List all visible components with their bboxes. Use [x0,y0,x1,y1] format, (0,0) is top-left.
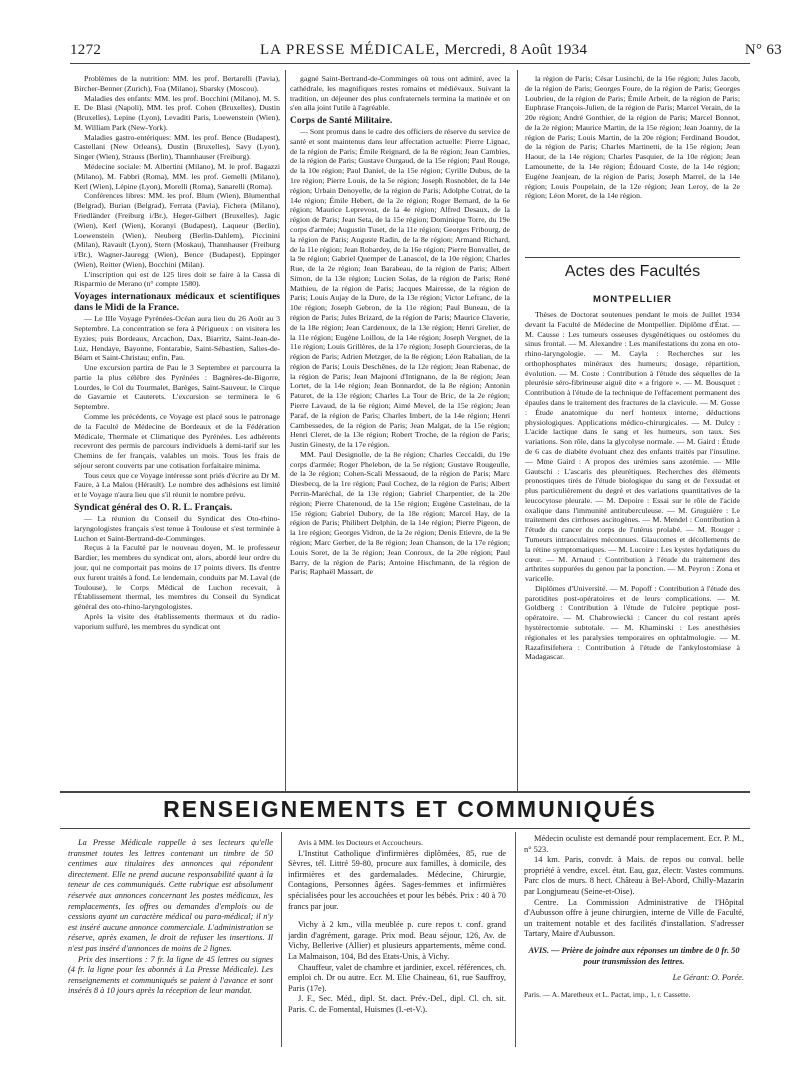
classified-ad: Médecin oculiste est demandé pour remplacement. Ecr. P. M., n° 523. [524,834,744,854]
header-rule [70,63,750,64]
column-1 [74,74,280,789]
column-divider [281,832,282,1047]
column-3-theses [525,310,740,790]
column-divider [515,832,516,1047]
paragraph: Diplômes d'Université. — M. Popoff : Contribution à l'étude des parotidites post-opératoires et de leurs complications. — M. Goldberg : Contribution à l'étude de l'ulcère peptique post-opératoire. — M. Chabrowiecki : Cancer du col restant après hystérectomie subtotale. — M. Khaminski : Les anesthésies régionales et les paralysies temporaires en ophtalmologie. — M. Razafitsifehera : Contribution à l'étude de l'ankylostomiase à Madagascar. [525,583,740,662]
paragraph: Comme les précédents, ce Voyage est placé sous le patronage de la Faculté de Médecine de Bordeaux et de la Fédération Médicale, Thermale et Climatique des Pyrénées. Les adhérents recevront des permis de parcours individuels à demi-tarif sur les Chemins de fer français, valables un mois. Tous les frais de séjour seront couverts par une cotisation forfaitaire minima. [74,412,280,470]
issue-date: Mercredi, 8 Août 1934 [444,42,588,58]
faculty-heading: MONTPELLIER [592,294,673,305]
paragraph: Médecine sociale: M. Albertini (Milano), M. le prof. Bagazzi (Milano), M. Fabbri (Roma), MM. les prof. Gemelli (Milano), Kerl (Wien), Lépine (Lyon), Morelli (Roma), Sanarelli (Roma). [74,162,280,191]
section-heading: Corps de Santé Militaire. [290,116,393,127]
classified-ad: Chauffeur, valet de chambre et jardinier, excel. références, ch. emploi ch. Dr ou autre. Ecr. M. Elie Chaineau, 61, rue Sauffroy, Paris (17e). [288,962,506,993]
classified-ad: L'Institut Catholique d'infirmières diplômées, 85, rue de Sèvres, tél. Littré 59-80, procure aux familles, à domicile, des infirmières et des gardemalades. Médecine, Chirurgie, Contagions, Personnes âgées. Sages-femmes et infirmières spécialisées pour les accouchées et pour les bébés. Prix : 40 à 70 francs par jour. [288,848,506,911]
paragraph: Tous ceux que ce Voyage intéresse sont priés d'écrire au Dr M. Faure, à La Malou (Hérault). Le nombre des adhésions est limité et le Voyage n'aura lieu que s'il réunit le nombre prévu. [74,470,280,500]
paragraph: — Le IIIe Voyage Pyrénées-Océan aura lieu du 26 Août au 3 Septembre. La concentration se fera à Périgueux : on visitera les Eyzies; puis Bordeaux, Arcachon, Dax, Biarritz, Saint-Jean-de-Luz, Hendaye, Bayonne, Fontarabie, Saint-Sébastien, Salies-de-Béarn et Saint-Christau; enfin, Pau. [74,314,280,363]
column-divider [517,70,518,792]
page-header [70,40,790,62]
paragraph: Thèses de Doctorat soutenues pendant le mois de Juillet 1934 devant la Faculté de Médecine de Montpellier. Diplôme d'État. — M. Causse : Les tumeurs osseuses dysgénétiques ou ostéomes du sinus frontal. — M. Alexandre : Les manifestations du zona en oto-rhino-laryngologie. — M. Cayla : Recherches sur les orthophosphates minéraux des humeurs; dosage, répartition, évolution. — M. Coste : Contribution à l'étude des séquelles de la pleurésie séro-fibrineuse aiguë dite « a frigore ». — M. Bousquet : Contribution à l'étude de la technique de l'effacement permanent des épaules dans le traitement des fractures de la clavicule. — M. Gosse : Étude anatomique du nerf honteux interne, déductions physiologiques. Applications médico-chirurgicales. — M. Dulcy : L'acide lactique dans le sang et les humeurs, son taux. Ses variations. Son rôle, dans la glycolyse normale. — M. Gaird : Étude de 6 cas de diabète évoluant chez des enfants traités par l'insuline. — Mme Gaird : A propos des urémies sans azotémie. — Mlle Gautschi : L'ascaris des pleurétiques. Recherches des éléments pronostiques tirés de l'étude biologique du sang et de l'exsudat et plus particulièrement du degré et des variations quantitatives de la leucocytose pleurale. — M. Depoire : Essai sur le rôle de l'acide oxalique dans l'immunité antituberculeuse. — M. Gruguière : Le traitement des cirrhoses ascitogènes. — M. Mendel : Contribution à l'étude du cancer du corps de l'utérus prolabé. — M. Rouger : Tumeurs intraoculaires méconnues. Glaucomes et décollements de la rétine symptomatiques. — M. Lucoire : Les kystes hydatiques du cœur. — M. Arnaud : Contribution à l'étude du traitement des arthrites suppurées du genou par la ponction. — M. Peyron : Zona et varicelle. [525,310,740,584]
classifieds-column [288,838,506,1048]
paragraph: — Sont promus dans le cadre des officiers de réserve du service de santé et sont maintenus dans leur affectation actuelle: Pierre Lignac, de la région de Paris; Émile Reignard, de la 8e région; Jean Cambies, de la région de Paris; Gustave Ourgaud, de la 15e région; Paul Rouge, de la 10e région; Paul Daniel, de la 15e région; Cyrille Dubus, de la 1re région; Pierre Louis, de la 5e région; Joseph Rosnoblet, de la 14e région; Urbain Denoyelle, de la région de Paris; Adolphe Cotrat, de la 14e région; Émile Hebert, de la 2e région; Roger Bernard, de la 6e région; Maurice Leprevost, de la 4e région; Alfred Desaux, de la région de Paris; Jean Seta, de la 15e région; Dominique Torre, du 19e corps d'armée; Augustin Tuset, de la 11e région; Georges Fribourg, de la région de Paris; Auguste Radin, de la 8e région; Armand Richard, de la 11e région; Jean Robardey, de la 16e région; Pierre Bonvallet, de la 9e région; Gabriel Quemper de Lanascol, de la 10e région; Charles Rue, de la 2e région; Jean Barabeau, de la région de Paris; Albert Simon, de la 13e région; Lucien Solas, de la région de Paris; René Mathieu, de la région de Paris; Jacques Mairesse, de la région de Paris; Louis Aujay de la Dure, de la 13e région; Victor Lefranc, de la 10e région; Joseph Gebron, de la 11e région; Paul Buneau, de la région de Paris; Jules Brizard, de la région de Paris; Maurice Claverie, de la 18e région; Jean Cardenoux, de la 13e région; Henri Grelier, de la 11e région; Eugène Loillou, de la 14e région; Joseph Vergnet, de la 11e région; Louis Grillères, de la 17e région; Joseph Gourcieras, de la région de Paris; Adrien Metzger, de la 8e région; Léon Rabalian, de la région de Paris; Louis Deschênes, de la 12e région; Jean Rabenac, de la région de Paris; Jean Majnoni d'Intignano, de la 8e région; Jean Lortet, de la 14e région; Jean Bonnardot, de la 8e région; Antonin Paturet, de la 13e région; Charles La Tour de Bric, de la 2e région; Pierre Lavaud, de la 6e région; Aimé Mevel, de la 15e région; Jean Paraf, de la région de Paris; Charles Imbert, de la 14e région; Henri Cambessedes, de la région de Paris; Jean Malgat, de la 15e région; Henri Cleret, de la 13e région; Robert Troche, de la région de Paris; Justin Ginesty, de la 17e région. [290,127,510,450]
column-divider [285,70,286,792]
journal-title: LA PRESSE MÉDICALE, Mercredi, 8 Août 1934 [260,42,588,58]
section-rule [525,257,740,258]
paragraph: gagné Saint-Bertrand-de-Comminges où tous ont admiré, avec la cathédrale, les magnifiques restes romains et médiévaux. Suivant la tradition, un déjeuner des plus confraternels termina la matinée et on s'en alla joint l'utile à l'agréable. [290,74,510,113]
paragraph: Maladies gastro-entériques: MM. les prof. Bence (Budapest), Castellani (New Orleans), Dustin (Bruxelles), Savy (Lyon), Singer (Wien), Strauss (Berlin), Thannhauser (Freiburg). [74,132,280,162]
printer-line: Paris. — A. Maretheux et L. Pactat, imp., 1, r. Cassette. [524,989,691,999]
paragraph: Maladies des enfants: MM. les prof. Bocchini (Milano), M. S. E. De Blasi (Napoli), MM. les prof. Cohen (Bruxelles), Dustin (Bruxelles), Lepine (Lyon), Levaditi Paris, Loewenstein (Wien), M. William Park (New-York). [74,93,280,132]
paragraph: L'inscription qui est de 125 lires doit se faire à la Cassa di Risparmio de Merano (n° compte 1580). [74,269,280,289]
section-title: Actes des Facultés [564,263,701,280]
paragraph: La Presse Médicale rappelle à ses lecteurs qu'elle transmet toutes les lettres contenant un timbre de 50 centimes aux titulaires des annonces qui répondent directement. Elle ne prend aucune responsabilité quant à la teneur de ces communiqués. Cette rubrique est absolument réservée aux annonces concernant les postes médicaux, les remplacements, les offres ou demandes d'emplois ou de cessions ayant un caractère médical ou para-médical; il n'y est inséré aucune annonce commerciale. L'administration se réserve, après examen, le droit de refuser les insertions. Il n'est pas inséré d'annonces de moins de 2 lignes. [68,838,273,953]
classifieds-column [524,834,744,1044]
column-2 [290,74,510,789]
avis-notice: AVIS. — Prière de joindre aux réponses un timbre de 0 fr. 50 pour transmission des lettres. [528,945,740,966]
paragraph: Reçus à la Faculté par le nouveau doyen, M. le professeur Bardier, les membres du syndicat ont, alors, abordé leur ordre du jour, qui ne comportait pas moins de 17 points divers. Ils d'entre eux furent traités à fond. Le lendemain, conduits par M. Laval (de Toulouse), le Corps Médical de Luchon recevait, à l'Établissement thermal, les membres du Conseil du Syndicat général des oto-rhino-laryngologistes. [74,543,280,612]
section-heading: Syndicat général des O. R. L. Français. [74,503,233,514]
notice-column [68,838,273,1048]
classified-ad: 14 km. Paris, convdr. à Mais. de repos ou conval. belle propriété à vendre, excel. état. Eau, gaz, électr. Vastes communs. Parc clos de murs. 8 hect. Château à Bel-Abord, Chilly-Mazarin par Longjumeau (Seine-et-Oise). [524,855,744,896]
paragraph: Conférences libres: MM. les prof. Blum (Wien), Blumenthal (Belgrad), Burian (Belgrad), Ferrata (Pavia), Fichera (Milano), Friedländer (Freiburg i/Br.), Heger-Gilbert (Bruxelles), Jagic (Wien), Kerl (Wien), Koranyi (Budapest), Laqueur (Berlin), Loewenstein (Wien), Neuberg (Berlin-Dahlem), Piccinini (Milan), Ravault (Lyon), Stern (Moskau), Thannhauser (Freiburg i/Br.), Wagner-Jauregg (Wien), Bence (Budapest), Eppinger (Wien), Reitter (Wien), Bocchini (Milan). [74,191,280,269]
paragraph: Prix des insertions : 7 fr. la ligne de 45 lettres ou signes (4 fr. la ligne pour les abonnés à La Presse Médicale). Les renseignements et communiqués se paient à l'avance et sont insérés 8 à 10 jours après la réception de leur mandat. [68,954,273,996]
paragraph: la région de Paris; César Lusinchi, de la 16e région; Jules Jacob, de la région de Paris; Georges Foure, de la région de Paris; Georges Loubrieu, de la région de Paris; Émile Arbeit, de la région de Paris; Euphrase François-Julien, de la région de Paris; Marcel Verain, de la 20e région; André Gonthier, de la région de Paris; Marcel Bonnot, de la 2e région; Maurice Martin, de la 15e région; Jean Joanny, de la région de Paris; Louis Martin, de la 20e région; Ferdinand Boudot, de la région de Paris; Charles Martinetti, de la 15e région; Jean Haour, de la 14e région; Charles Pasquier, de la 10e région; Jean Lamounette, de la 14e région; Édouard Coste, de la 14e région; Eugène Jeanjean, de la région de Paris; Joseph Marrel, de la 14e région; Louis Poupelain, de la 12e région; Jean Leroy, de la 2e région; Léon Moret, de la 14e région. [525,74,740,201]
classified-ad: J. F., Sec. Méd., dipl. St. dact. Prév.-Del., dipl. Cl. ch. sit. Paris. C. de Fomental, Huismes (I.-et-V.). [288,994,506,1014]
page-number: 1272 [70,42,102,58]
paragraph: Problèmes de la nutrition: MM. les prof. Bertarelli (Pavia), Bircher-Benner (Zurich), Foa (Milano), Sbarsky (Moscou). [74,74,280,93]
section-rule [60,828,750,829]
section-rule [60,791,750,793]
issue-number: N° 63 [744,42,782,58]
classified-ad: Vichy à 2 km., villa meublée p. cure repos t. conf. grand jardin d'agrément, garage. Prix mod. Beau séjour, 126, Av. de Vichy, Bellerive (Allier) et plusieurs appartements, même cond. La Malmaison, 104, Bd des Etats-Unis, à Vichy. [288,920,506,961]
paragraph: Après la visite des établissements thermaux et du radio-vaporium sulfuré, les membres du syndicat ont [74,611,280,631]
gerant-line: Le Gérant: O. Porée. [672,973,744,983]
paragraph: MM. Paul Designolle, de la 8e région; Charles Ceccaldi, du 19e corps d'armée; Roger Phelebon, de la 5e région; Gustave Rougeulle, de la 3e région; Cohen-Scali Messaoud, de la région de Paris; Marc Diesbecq, de la 1re région; Paul Cochez, de la région de Paris; Albert Perrin-Maréchal, de la 13e région; Gabriel Charpentier, de la 20e région; Pierre Chatenoud, de la 15e région; Eugène Castelnau, de la 15e région; Gabriel Dubory, de la 18e région; Marcel Hay, de la région de Paris; Philibert Delphin, de la 14e région; Pierre Pigeon, de la 1re région; Georges Vidron, de la 2e région; Denis Etievre, de la 9e région; Marc Gerber, de la 8e région; Jean Chanson, de la 17e région; Louis Soret, de la 3e région; Jean Conroux, de la 20e région; Paul Barry, de la région de Paris; Antoine Hischmann, de la région de Paris; Raphaël Massart, de [290,449,510,577]
section-title: RENSEIGNEMENTS ET COMMUNIQUÉS [163,796,657,822]
classified-ad: Centre. La Commission Administrative de l'Hôpital d'Aubusson offre à jeune chirurgien, interne de Ville de Faculté, un traitement notable et des facilités d'installation. S'adresser Tartary, Maire d'Aubusson. [524,897,744,939]
section-heading: Voyages internationaux médicaux et scientifiques dans le Midi de la France. [74,292,280,314]
column-3-top [525,74,740,254]
paragraph: Avis à MM. les Docteurs et Accoucheurs. [298,838,423,847]
paragraph: — La réunion du Conseil du Syndicat des Oto-rhino-laryngologistes français s'est tenue à Toulouse et s'est terminée à Luchon et Saint-Bertrand-de-Comminges. [74,514,280,543]
paragraph: Une excursion partira de Pau le 3 Septembre et parcourra la partie la plus célèbre des Pyrénées : Bagnères-de-Bigorre, Lourdes, le Col du Tourmalet, Barèges, Saint-Sauveur, le Cirque de Gavarnie et Cauterets. L'excursion se terminera le 6 Septembre. [74,363,280,412]
